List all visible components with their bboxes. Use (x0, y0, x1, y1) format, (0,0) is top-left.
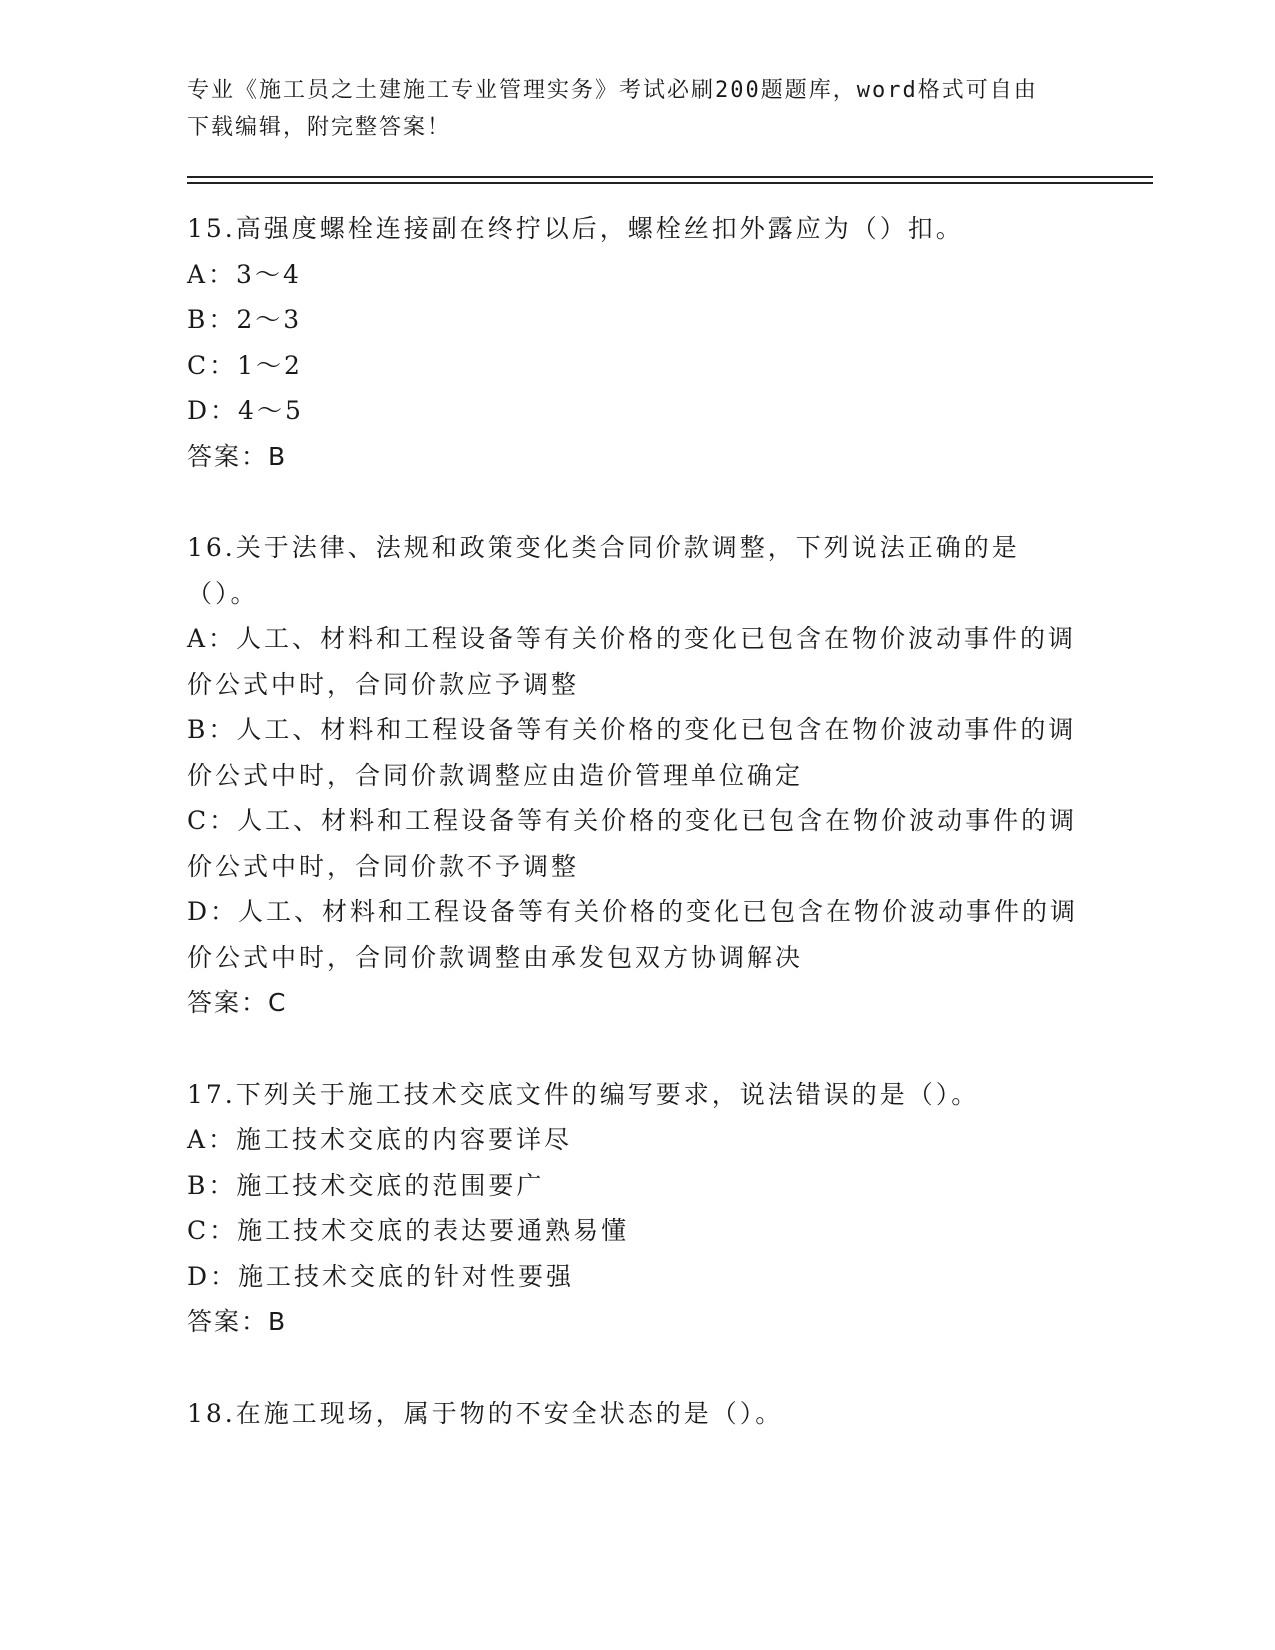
question-stem: 17.下列关于施工技术交底文件的编写要求，说法错误的是（）。 (187, 1079, 980, 1109)
question-17 (187, 1072, 1087, 1345)
question-16 (187, 525, 1087, 1026)
option-c: C：施工技术交底的表达要通熟易懂 (187, 1216, 630, 1245)
document-header: 专业《施工员之土建施工专业管理实务》考试必刷200题题库，word格式可自由 下载编辑，附完整答案！ (187, 78, 1038, 140)
answer-text: 答案：C (187, 988, 288, 1017)
question-stem: 18.在施工现场，属于物的不安全状态的是（）。 (187, 1398, 784, 1428)
option-a: A：3～4 (187, 259, 302, 289)
question-stem: 16.关于法律、法规和政策变化类合同价款调整，下列说法正确的是（）。 (187, 533, 1020, 608)
header-rule-bottom (187, 182, 1153, 184)
option-d: D：4～5 (187, 396, 304, 425)
question-list (187, 206, 1087, 1482)
option-c: C：1～2 (187, 350, 303, 380)
option-a: A：施工技术交底的内容要详尽 (187, 1125, 573, 1154)
option-c: C：人工、材料和工程设备等有关价格的变化已包含在物价波动事件的调价公式中时，合同价款不予调整 (187, 806, 1078, 881)
question-18 (187, 1391, 1087, 1437)
answer-text: 答案：B (187, 1307, 288, 1336)
answer-text: 答案：B (187, 441, 288, 471)
question-15 (187, 206, 1087, 479)
option-b: B：施工技术交底的范围要广 (187, 1170, 545, 1200)
header-rule-top (187, 176, 1153, 178)
option-a: A：人工、材料和工程设备等有关价格的变化已包含在物价波动事件的调价公式中时，合同价款应予调整 (187, 624, 1077, 699)
option-b: B：人工、材料和工程设备等有关价格的变化已包含在物价波动事件的调价公式中时，合同价款调整应由造价管理单位确定 (187, 715, 1077, 790)
question-stem: 15.高强度螺栓连接副在终拧以后，螺栓丝扣外露应为（）扣。 (187, 214, 964, 243)
option-b: B：2～3 (187, 305, 303, 334)
option-d: D：人工、材料和工程设备等有关价格的变化已包含在物价波动事件的调价公式中时，合同价款调整由承发包双方协调解决 (187, 897, 1079, 972)
option-d: D：施工技术交底的针对性要强 (187, 1261, 575, 1291)
